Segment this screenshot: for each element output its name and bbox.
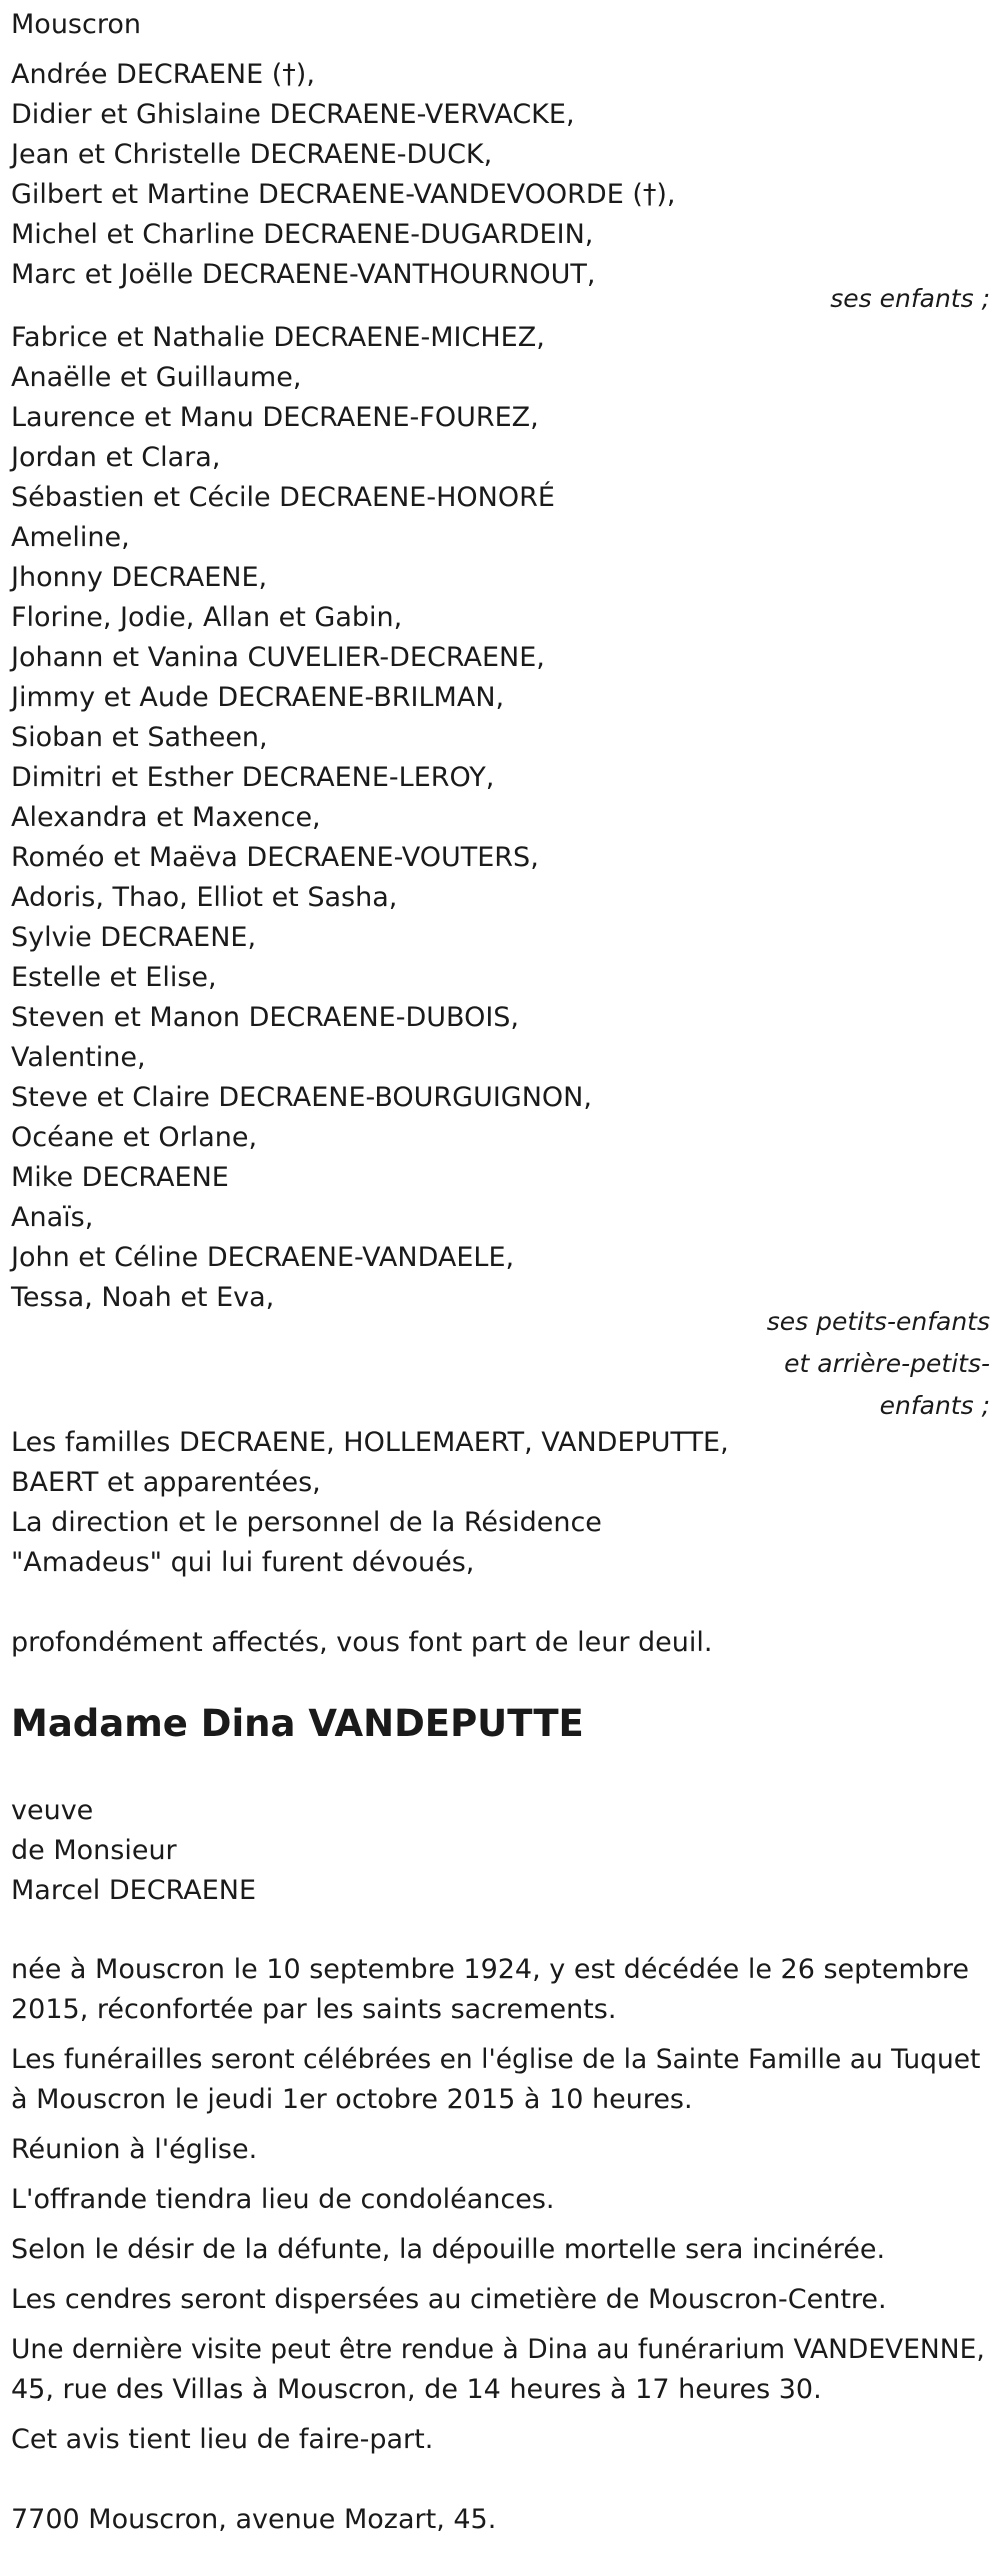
grandchild-line: Steven et Manon DECRAENE-DUBOIS, xyxy=(11,1002,520,1033)
grandchild-line: Jhonny DECRAENE, xyxy=(11,562,268,593)
grandchild-line: Dimitri et Esther DECRAENE-LEROY, xyxy=(11,762,495,793)
address-text: 7700 Mouscron, avenue Mozart, 45. xyxy=(11,2504,497,2535)
detail-line: 2015, réconfortée par les saints sacrements. xyxy=(11,1994,617,2025)
grandchild-line: Mike DECRAENE xyxy=(11,1162,229,1193)
widow-of-line: Marcel DECRAENE xyxy=(11,1875,257,1906)
grandchild-line: Roméo et Maëva DECRAENE-VOUTERS, xyxy=(11,842,539,873)
grandchild-line: Océane et Orlane, xyxy=(11,1122,258,1153)
families-line: "Amadeus" qui lui furent dévoués, xyxy=(11,1547,475,1578)
child-line: Andrée DECRAENE (†), xyxy=(11,59,315,90)
grandchildren-label-line: ses petits-enfants xyxy=(766,1307,990,1336)
grandchildren-label-line: enfants ; xyxy=(879,1391,990,1420)
grandchild-line: Estelle et Elise, xyxy=(11,962,217,993)
child-line: Marc et Joëlle DECRAENE-VANTHOURNOUT, xyxy=(11,259,596,290)
child-line: Gilbert et Martine DECRAENE-VANDEVOORDE (†), xyxy=(11,179,676,210)
child-line: Didier et Ghislaine DECRAENE-VERVACKE, xyxy=(11,99,575,130)
families-line: La direction et le personnel de la Résidence xyxy=(11,1507,602,1538)
widow-of-line: de Monsieur xyxy=(11,1835,177,1866)
widow-of-line: veuve xyxy=(11,1795,94,1826)
detail-line: née à Mouscron le 10 septembre 1924, y est décédée le 26 septembre xyxy=(11,1954,970,1985)
detail-line: Les cendres seront dispersées au cimetière de Mouscron-Centre. xyxy=(11,2284,887,2315)
grandchild-line: Fabrice et Nathalie DECRAENE-MICHEZ, xyxy=(11,322,545,353)
deceased-name: Madame Dina VANDEPUTTE xyxy=(11,1702,584,1745)
grandchild-line: Jordan et Clara, xyxy=(11,442,221,473)
grandchild-line: Jimmy et Aude DECRAENE-BRILMAN, xyxy=(11,682,505,713)
grandchild-line: Anaëlle et Guillaume, xyxy=(11,362,302,393)
grandchild-line: Sébastien et Cécile DECRAENE-HONORÉ xyxy=(11,482,555,513)
city-heading: Mouscron xyxy=(11,9,141,40)
detail-line: 45, rue des Villas à Mouscron, de 14 heures à 17 heures 30. xyxy=(11,2374,822,2405)
detail-line: à Mouscron le jeudi 1er octobre 2015 à 10 heures. xyxy=(11,2084,693,2115)
grandchild-line: Adoris, Thao, Elliot et Sasha, xyxy=(11,882,398,913)
grandchild-line: Tessa, Noah et Eva, xyxy=(11,1282,275,1313)
grandchildren-label-line: et arrière-petits- xyxy=(784,1349,990,1378)
child-line: Michel et Charline DECRAENE-DUGARDEIN, xyxy=(11,219,594,250)
announcement-text: profondément affectés, vous font part de leur deuil. xyxy=(11,1627,713,1658)
grandchild-line: Laurence et Manu DECRAENE-FOUREZ, xyxy=(11,402,539,433)
child-line: Jean et Christelle DECRAENE-DUCK, xyxy=(11,139,493,170)
detail-line: Une dernière visite peut être rendue à Dina au funérarium VANDEVENNE, xyxy=(11,2334,985,2365)
grandchild-line: Valentine, xyxy=(11,1042,146,1073)
detail-line: L'offrande tiendra lieu de condoléances. xyxy=(11,2184,555,2215)
families-line: BAERT et apparentées, xyxy=(11,1467,321,1498)
grandchild-line: Johann et Vanina CUVELIER-DECRAENE, xyxy=(11,642,545,673)
children-label: ses enfants ; xyxy=(830,284,990,313)
grandchild-line: Sylvie DECRAENE, xyxy=(11,922,257,953)
families-line: Les familles DECRAENE, HOLLEMAERT, VANDEPUTTE, xyxy=(11,1427,729,1458)
grandchild-line: Steve et Claire DECRAENE-BOURGUIGNON, xyxy=(11,1082,592,1113)
detail-line: Selon le désir de la défunte, la dépouille mortelle sera incinérée. xyxy=(11,2234,886,2265)
grandchild-line: John et Céline DECRAENE-VANDAELE, xyxy=(11,1242,515,1273)
grandchild-line: Florine, Jodie, Allan et Gabin, xyxy=(11,602,403,633)
grandchild-line: Ameline, xyxy=(11,522,130,553)
grandchild-line: Alexandra et Maxence, xyxy=(11,802,321,833)
detail-line: Réunion à l'église. xyxy=(11,2134,258,2165)
grandchild-line: Anaïs, xyxy=(11,1202,94,1233)
detail-line: Cet avis tient lieu de faire-part. xyxy=(11,2424,434,2455)
detail-line: Les funérailles seront célébrées en l'église de la Sainte Famille au Tuquet xyxy=(11,2044,981,2075)
grandchild-line: Sioban et Satheen, xyxy=(11,722,268,753)
